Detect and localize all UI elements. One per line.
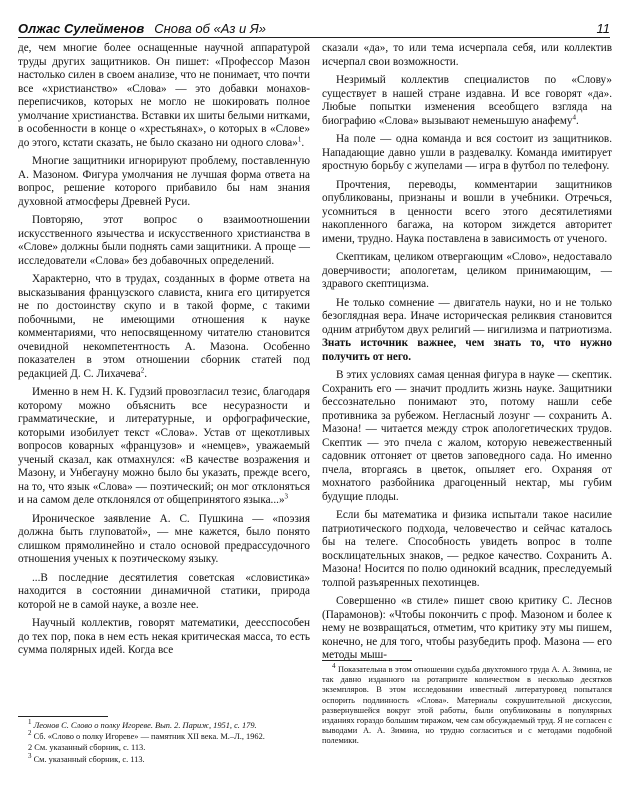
emphasis-text: Знать источник важнее, чем знать то, что нужно получить от него. [322,337,612,363]
running-header [18,14,610,36]
paragraph: Совершенно «в стиле» пишет свою критику С. Леснов (Парамонов): «Чтобы покончить с проф. Мазоном и более к нему не возвращаться, отметим, что критику эту мы пишем, конечно, не для того, чтобы разубедить проф. Мазона — его методы мыш- [322,595,612,661]
paragraph: Именно в нем Н. К. Гудзий провозгласил тезис, благодаря которому можно объяснить все несуразности и грамматические, и литературные, и орфографические, которыми изобилует текст «Слова». Устав от щекотливых вопросов коварных «французов» и «немцев», уважаемый ученый сказал, как отмахнулся: «В качестве возражения и Мазону, и Унбегауну можно было бы указать, прежде всего, на то, что язык «Слова» — поэтический; он мог отклоняться и на самом деле отклонялся от общепринятого языка...»$^3$ [18,386,310,506]
paragraph: В этих условиях самая ценная фигура в науке — скептик. Сохранить его — значит продлить жизнь науке. Защитники бессознательно понимают это, потому нашли себе противника за рубежом. Негласный лозунг — сохранить А. Мазона! — читается между строк апологетических трудов. Скептик — это пчела с жалом, которую невежественный садовник отгоняет от цветов заповедного сада. Но именно пчела, вторгаясь в цветок, опыляет его. Охраняя от мохнатого разбойника драгоценный нектар, мы губим будущие плоды. [322,369,612,503]
left-column [18,42,310,663]
footnote-ref: 2 [140,365,145,374]
paragraph: сказали «да», то или тема исчерпала себя, или коллектив исчерпал свои возможности. [322,42,612,68]
footnote-rule [18,716,108,717]
paragraph: Незримый коллектив специалистов по «Слову» существует в нашей стране издавна. И все говорят «да». Любые попытки изменения всеобщего взгляда на биографию «Слова» вызывают неменьшую анафему$^4$. [322,74,612,127]
left-footnotes [18,716,310,766]
paragraph: ...В последние десятилетия советская «словистика» находится в состоянии динамичной статики, природа которой не в самой науке, а возле нее. [18,571,310,611]
footnote: $^3$ См. указанный сборник, с. 113. [28,751,145,764]
footnote: $^4$ Показательна в этом отношении судьба двухтомного труда А. А. Зимина, не так давно изданного на ротапринте количеством в несколько десятков экземпляров. В этом исследовании известный литературовед попытался оспорить подлинность «Слова». Материалы сокрушительной дискуссии, развернувшейся вокруг этой работы, были опубликованы в популярных изданиях гораздо большим тиражом, чем сам обсуждаемый труд. Я не согласен с выводами А. А. Зимина, но трудно согласиться и с методами подобной полемики. [322,662,612,746]
paragraph: Прочтения, переводы, комментарии защитников опубликованы, признаны и вошли в учебники. Отречься, усомниться в ценности всего этого десятилетиями накопленного багажа, на котором зиждется авторитет имени, трудно. Наука поставлена в зависимость от ученого. [322,178,612,245]
paragraph: Ироническое заявление А. С. Пушкина — «поэзия должна быть глуповатой», — мне кажется, было понято слишком прямолинейно и стало основой предрассудочного отношения ученых к поэтическому языку. [18,512,310,565]
right-column [322,42,612,668]
footnote: $^2$ Сб. «Слово о полку Игореве» — памятник XII века. М.–Л., 1962. [28,729,265,742]
header-rule [18,37,610,38]
footnote: 2 См. указанный сборник, с. 113. [28,743,146,753]
paragraph: Научный коллектив, говорят математики, деесспособен до тех пор, пока в нем есть некая критическая масса, то есть сумма полярных идей. Когда все [18,617,310,656]
footnote-ref: 1 [297,134,302,143]
header-author: Олжас Сулейменов [18,21,145,36]
footnote: $^1$ Леонов С. Слово о полку Игореве. Вып. 2. Париж, 1951, с. 179. [28,718,257,730]
footnote-ref: 4 [572,112,577,121]
paragraph: Не только сомнение — двигатель науки, но и не только безоглядная вера. Иначе историческая реликвия становится одним атрибутом двух религий — нигилизма и патриотизма. Знать источник важнее, чем знать то, что нужно получить от него. [322,296,612,363]
paragraph: Многие защитники игнорируют проблему, поставленную А. Мазоном. Фигура умолчания не лучшая форма ответа на вопрос, решение которого прибавило бы нам знания духовной атмосферы Древней Руси. [18,155,310,208]
right-footnotes [322,660,612,748]
paragraph: На поле — одна команда и вся состоит из защитников. Нападающие давно ушли в раздевалку. Команда имитирует яростную борьбу с жупелами — игра в футбол по телефону. [322,133,612,172]
page-number: 11 [596,21,610,36]
paragraph: Характерно, что в трудах, созданных в форме ответа на высказывания французского слависта, книга его цитируется не по достоинству скупо и в такой форме, с такими побочными, не имеющими отношения к науке комментариями, что непосвященному читателю становится очевидной некомпетентность А. Мазона. Особенно показателен в этом отношении сборник статей под редакцией Д. С. Лихачева$^2$. [18,273,310,380]
paragraph: Если бы математика и физика испытали такое насилие патриотического подхода, человечество и сейчас каталось бы на телеге. Способность увидеть вопрос в толпе восклицательных знаков, — редкое качество. Сохранить А. Мазона! Носится по полю одинокий всадник, преследуемый толпой разъяренных пехотинцев. [322,509,612,589]
paragraph: Повторяю, этот вопрос о взаимоотношении искусственного язычества и искусственного христианства в «Слове» должны были поднять сами защитники. А проще — исследователи «Слова» без добавочных определений. [18,214,310,267]
footnote-rule [322,660,412,661]
paragraph: де, чем многие более оснащенные научной аппаратурой труды других защитников. Он пишет: «Профессор Мазон настолько силен в своем анализе, что не понимает, что почти все «христианство» «Слова» — это добавки монахов-переписчиков, которых не могло не шокировать полное умолчание христианства. Вставки их шиты белыми нитками, в особенности в конце о «хрестьянах», о которых в «Слове» до этого, кстати сказать, не было сказано ни одного слова»$^1$. [18,42,310,149]
header-book-title: Снова об «Аз и Я» [154,21,266,36]
paragraph: Скептикам, целиком отвергающим «Слово», недоставало доверчивости; апологетам, целиком принимающим, — здравого скептицизма. [322,251,612,290]
footnote-ref: 3 [284,492,289,501]
